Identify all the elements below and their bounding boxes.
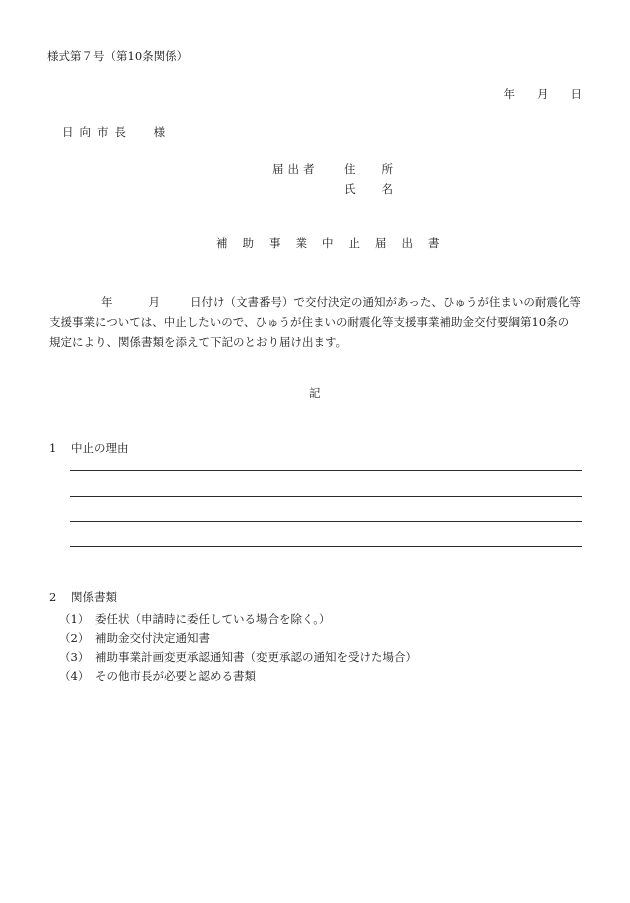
body-line-1 [49, 292, 589, 312]
list-item-number: （3） [59, 650, 90, 664]
name-label-char-1: 氏 [344, 182, 356, 196]
document-title: 補助事業中止届出書 [216, 236, 455, 250]
addressee-honorific: 様 [153, 125, 166, 139]
reason-line-4[interactable] [70, 546, 582, 547]
body-line-1-rest: 日付け（文書番号）で交付決定の通知があった、ひゅうが住まいの耐震化等 [190, 295, 581, 309]
section-1-number: 1 [49, 441, 57, 455]
name-label [344, 183, 393, 197]
list-item-text: その他市長が必要と認める書類 [95, 669, 256, 683]
addressee [62, 126, 165, 140]
date-month-label: 月 [537, 87, 549, 101]
list-item-text: 補助事業計画変更承認通知書（変更承認の通知を受けた場合） [95, 650, 417, 664]
list-item [59, 629, 417, 648]
date-year-label: 年 [503, 87, 515, 101]
addressee-title: 日向市長 [62, 125, 132, 139]
reason-line-1[interactable] [70, 470, 582, 471]
form-number: 様式第７号（第10条関係） [47, 49, 189, 63]
address-label-char-1: 住 [344, 162, 356, 176]
section-1-heading [49, 442, 129, 456]
list-item-number: （2） [59, 631, 90, 645]
date-day-label: 日 [570, 87, 582, 101]
list-item-number: （1） [59, 612, 90, 626]
list-item-number: （4） [59, 669, 90, 683]
body-month: 月 [148, 295, 160, 309]
date-line [504, 88, 583, 102]
section-2-title: 関係書類 [71, 590, 117, 604]
list-item-text: 補助金交付決定通知書 [95, 631, 210, 645]
ki-heading: 記 [309, 386, 321, 400]
body-year: 年 [101, 295, 113, 309]
section-2-heading [49, 591, 117, 605]
address-label [344, 163, 393, 177]
list-item-text: 委任状（申請時に委任している場合を除く。） [95, 612, 331, 626]
reason-line-3[interactable] [70, 521, 582, 522]
body-text [49, 292, 589, 352]
body-line-2: 支援事業については、中止したいので、ひゅうが住まいの耐震化等支援事業補助金交付要綱第10条の [49, 315, 570, 329]
name-label-char-2: 名 [381, 182, 393, 196]
address-label-char-2: 所 [381, 162, 393, 176]
list-item [59, 667, 417, 686]
list-item [59, 610, 417, 629]
list-item [59, 648, 417, 667]
reason-line-2[interactable] [70, 496, 582, 497]
applicant-label: 届出者 [272, 162, 319, 176]
section-1-title: 中止の理由 [71, 441, 129, 455]
body-line-3: 規定により、関係書類を添えて下記のとおり届け出ます。 [49, 335, 348, 349]
section-2-number: 2 [49, 590, 57, 604]
related-documents-list [59, 610, 417, 686]
